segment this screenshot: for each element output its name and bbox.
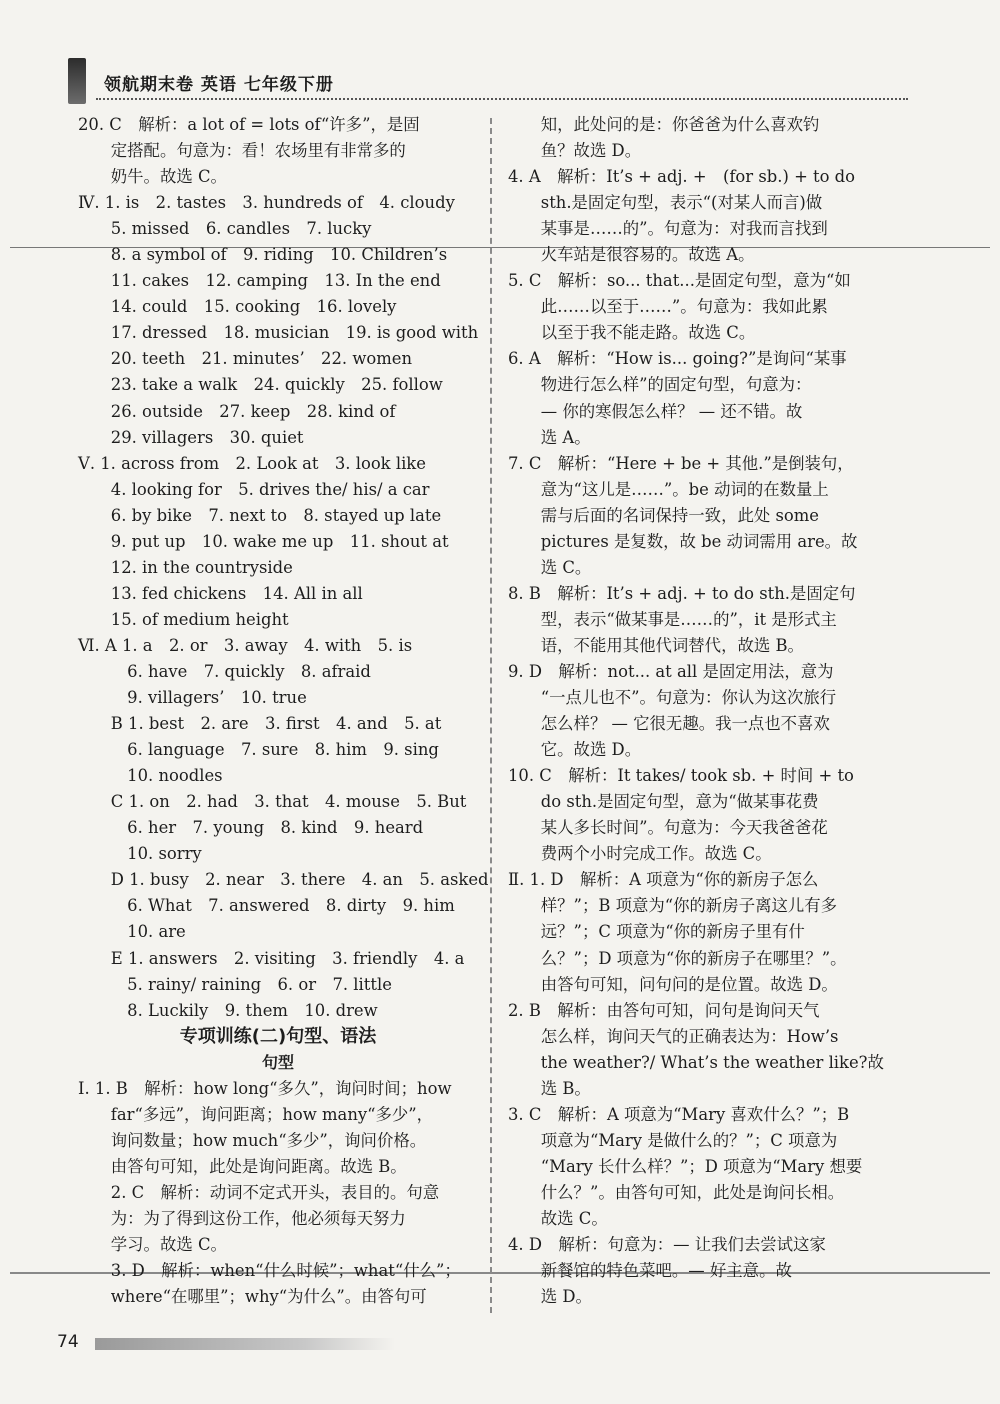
answer-line: 11. cakes 12. camping 13. In the end [78,271,441,291]
answer-line: pictures 是复数，故 be 动词需用 are。故 [508,531,858,551]
answer-line: 15. of medium height [78,609,289,629]
right-answer-list [508,112,908,1310]
answer-line: the weather?/ What’s the weather like?故 [508,1052,884,1072]
answer-line: 远？”；C 项意为“你的新房子里有什 [508,922,805,942]
answer-line: 9. D 解析：not... at all 是固定用法，意为 [508,661,834,681]
answer-line: 选 D。 [508,1287,592,1307]
answer-line: 12. in the countryside [78,557,293,577]
answer-line: 17. dressed 18. musician 19. is good with [78,323,479,343]
answer-line: 奶牛。故选 C。 [78,167,227,187]
answer-line: 20. C 解析：a lot of = lots of“许多”，是固 [78,115,420,134]
answer-line: 5. missed 6. candles 7. lucky [78,219,372,239]
answer-line: 7. C 解析：“Here + be + 其他.”是倒装句， [508,453,854,473]
answer-line: 以至于我不能走路。故选 C。 [508,323,756,343]
answer-line: 么？”；D 项意为“你的新房子在哪里？”。 [508,948,847,968]
answer-line: 型，表示“做某事是……的”，it 是形式主 [508,609,837,629]
answer-line: 物进行怎么样”的固定句型，句意为： [508,375,812,395]
answer-line: 3. C 解析：A 项意为“Mary 喜欢什么？”；B [508,1104,850,1124]
answer-line: do sth.是固定句型，意为“做某事花费 [508,792,819,812]
answer-line: 语，不能用其他代词替代，故选 B。 [508,635,804,655]
answer-line: D 1. busy 2. near 3. there 4. an 5. asked [78,870,489,890]
answer-line: 8. a symbol of 9. riding 10. Children’s [78,245,448,265]
answer-line: 6. A 解析：“How is... going?”是询问“某事 [508,349,847,369]
answer-line: 29. villagers 30. quiet [78,427,304,447]
answer-line: 2. C 解析：动词不定式开头，表目的。句意 [78,1182,440,1202]
answer-line: 10. sorry [78,844,202,864]
answer-line: 鱼？故选 D。 [508,141,642,161]
answer-line: Ⅵ. A 1. a 2. or 3. away 4. with 5. is [78,635,413,655]
answer-line: 选 C。 [508,557,592,577]
answer-line: 2. B 解析：由答句可知，问句是询问天气 [508,1000,820,1020]
answer-line: 怎么样，询问天气的正确表达为：How’s [508,1026,839,1046]
answer-line: 4. looking for 5. drives the/ his/ a car [78,479,430,499]
header-divider [96,98,908,100]
answer-line: 某人多长时间”。句意为：今天我爸爸花 [508,818,828,838]
right-column [508,112,908,1310]
answer-line: E 1. answers 2. visiting 3. friendly 4. a [78,948,465,968]
left-column [78,112,489,1310]
answer-line: “Mary 长什么样？”；D 项意为“Mary 想要 [508,1156,863,1176]
answer-line: 6. her 7. young 8. kind 9. heard [78,818,424,838]
answer-line: 26. outside 27. keep 28. kind of [78,401,396,421]
answer-line: 4. D 解析：句意为：— 让我们去尝试这家 [508,1235,826,1255]
answer-line: 14. could 15. cooking 16. lovely [78,297,397,317]
answer-line: 5. C 解析：so... that...是固定句型，意为“如 [508,271,851,291]
answer-line: C 1. on 2. had 3. that 4. mouse 5. But [78,792,467,812]
answer-line: 怎么样？ — 它很无趣。我一点也不喜欢 [508,714,830,734]
answer-line: — 你的寒假怎么样？ — 还不错。故 [508,401,803,421]
answer-line: 13. fed chickens 14. All in all [78,583,363,603]
answer-line: 选 B。 [508,1078,591,1098]
answer-line: 5. rainy/ raining 6. or 7. little [78,974,392,994]
answer-line: 知，此处问的是：你爸爸为什么喜欢钓 [508,115,820,134]
answer-line: “一点儿也不”。句意为：你认为这次旅行 [508,688,837,708]
answer-line: 故选 C。 [508,1208,608,1228]
section-title: 专项训练(二)句型、语法 [179,1025,377,1047]
answer-line: 此……以至于……”。句意为：我如此累 [508,297,828,317]
answer-line: Ⅳ. 1. is 2. tastes 3. hundreds of 4. cloudy [78,193,455,213]
answer-line: 选 A。 [508,427,591,447]
answer-line: 新餐馆的特色菜吧。— 好主意。故 [508,1261,792,1281]
answer-line: 8. Luckily 9. them 10. drew [78,1000,378,1020]
answer-line: 10. are [78,922,186,942]
answer-line: Ⅰ. 1. B 解析：how long“多久”，询问时间；how [78,1078,452,1098]
page-footer [55,1328,935,1358]
column-divider [490,118,492,1313]
footer-band [95,1338,395,1350]
answer-line: 费两个小时完成工作。故选 C。 [508,844,772,864]
answer-line: 8. B 解析：It’s + adj. + to do sth.是固定句 [508,583,856,603]
answer-line: 10. C 解析：It takes/ took sb. + 时间 + to [508,766,854,786]
answer-line: B 1. best 2. are 3. first 4. and 5. at [78,714,442,734]
answer-line: Ⅱ. 1. D 解析：A 项意为“你的新房子怎么 [508,870,819,890]
answer-line: far“多远”，询问距离；how many“多少”， [78,1104,434,1124]
answer-line: 它。故选 D。 [508,740,642,760]
answer-line: 意为“这儿是……”。be 动词的在数量上 [508,479,829,499]
answer-line: 9. villagers’ 10. true [78,688,307,708]
answer-line: 4. A 解析：It’s + adj. + (for sb.) + to do [508,167,856,187]
page-number: 74 [57,1332,79,1352]
answer-line: 20. teeth 21. minutes’ 22. women [78,349,413,369]
answer-line: 10. noodles [78,766,223,786]
answer-line: 由答句可知，问句问的是位置。故选 D。 [508,974,838,994]
answer-line: 6. by bike 7. next to 8. stayed up late [78,505,442,525]
left-answer-list-after [78,1076,478,1310]
answer-line: Ⅴ. 1. across from 2. Look at 3. look like [78,453,426,473]
page-header [68,58,908,106]
answer-line: 什么？”。由答句可知，此处是询问长相。 [508,1182,845,1202]
answer-line: 某事是……的”。句意为：对我而言找到 [508,219,828,239]
answer-line: 学习。故选 C。 [78,1235,227,1255]
header-title: 领航期末卷 英语 七年级下册 [104,75,334,95]
answer-line: 为：为了得到这份工作，他必须每天努力 [78,1208,406,1228]
header-bookmark-icon [68,58,86,104]
answer-line: 由答句可知，此处是询问距离。故选 B。 [78,1156,407,1176]
answer-line: 9. put up 10. wake me up 11. shout at [78,531,449,551]
answer-line: 6. language 7. sure 8. him 9. sing [78,740,439,760]
answer-line: 3. D 解析：when“什么时候”；what“什么”； [78,1261,461,1281]
left-answer-list [78,112,489,1024]
answer-line: 项意为“Mary 是做什么的？”；C 项意为 [508,1130,838,1150]
answer-line: where“在哪里”；why“为什么”。由答句可 [78,1287,427,1307]
answer-line: 火车站是很容易的。故选 A。 [508,245,755,265]
answer-line: 6. What 7. answered 8. dirty 9. him [78,896,455,916]
answer-line: 定搭配。句意为：看！农场里有非常多的 [78,141,406,161]
answer-line: 23. take a walk 24. quickly 25. follow [78,375,443,395]
answer-line: sth.是固定句型，表示“(对某人而言)做 [508,193,823,213]
answer-line: 询问数量；how much“多少”，询问价格。 [78,1130,427,1150]
answer-line: 需与后面的名词保持一致，此处 some [508,505,819,525]
answer-line: 样？”；B 项意为“你的新房子离这儿有多 [508,896,838,916]
section-subtitle: 句型 [261,1052,294,1072]
answer-line: 6. have 7. quickly 8. afraid [78,661,371,681]
